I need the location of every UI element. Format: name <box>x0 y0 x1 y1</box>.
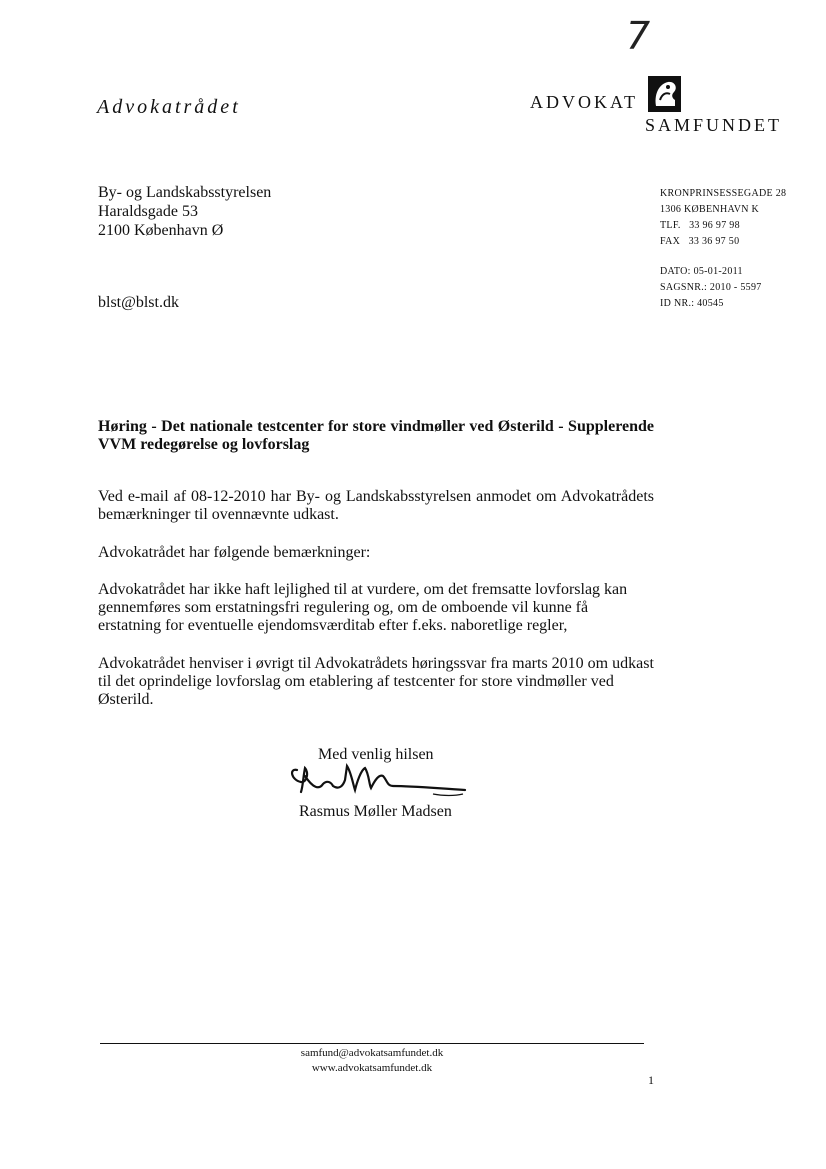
logo-text-bottom: SAMFUNDET <box>645 115 783 135</box>
closing: Med venlig hilsen <box>318 746 434 763</box>
fax-number: 33 36 97 50 <box>688 236 740 247</box>
recipient-email: blst@blst.dk <box>98 294 179 311</box>
footer-website[interactable]: www.advokatsamfundet.dk <box>311 1062 433 1074</box>
meta-id-number: ID NR.: 40545 <box>660 298 724 309</box>
footer-email[interactable]: samfund@advokatsamfundet.dk <box>300 1047 444 1059</box>
recipient-name: By- og Landskabsstyrelsen <box>98 184 272 201</box>
paragraph-2: Advokatrådet har følgende bemærkninger: <box>98 544 371 561</box>
signer-name: Rasmus Møller Madsen <box>299 803 452 820</box>
sender-street: KRONPRINSESSEGADE 28 <box>660 188 787 199</box>
sender-address <box>660 186 786 250</box>
paragraph-4: Advokatrådet henviser i øvrigt til Advokatrådets høringssvar fra marts 2010 om udkast til det oprindelige lovforslag om etablering af testcenter for store vindmøller ved Østerild. <box>98 655 654 708</box>
handwritten-page-number: 7 <box>626 14 651 58</box>
recipient-city: 2100 København Ø <box>98 222 224 239</box>
sender-city: 1306 KØBENHAVN K <box>660 204 760 215</box>
footer <box>100 1046 644 1076</box>
paragraph-1: Ved e-mail af 08-12-2010 har By- og Landskabsstyrelsen anmodet om Advokatrådets bemærkninger til ovennævnte udkast. <box>98 488 654 523</box>
recipient-address <box>98 183 271 240</box>
logo-text-top: ADVOKAT <box>530 92 638 112</box>
logo-emblem-icon <box>648 76 681 112</box>
sender-fax <box>660 234 786 250</box>
fax-label: FAX <box>660 236 681 247</box>
paragraph-3: Advokatrådet har ikke haft lejlighed til at vurdere, om det fremsatte lovforslag kan gennemføres som erstatningsfri regulering og, om de omboende vil kunne få erstatning for eventuelle ejendomsværditab efter f.eks. naboretlige regler, <box>98 581 628 634</box>
page-number: 1 <box>648 1073 654 1087</box>
recipient-street: Haraldsgade 53 <box>98 203 198 220</box>
council-name: Advokatrådet <box>97 96 241 118</box>
meta-case-number: SAGSNR.: 2010 - 5597 <box>660 282 762 293</box>
phone-number: 33 96 97 98 <box>689 220 740 231</box>
letter-subject: Høring - Det nationale testcenter for store vindmøller ved Østerild - Supplerende VVM redegørelse og lovforslag <box>98 418 654 453</box>
footer-divider <box>100 1043 644 1044</box>
letter-meta <box>660 264 762 312</box>
sender-phone <box>660 218 786 234</box>
meta-date: DATO: 05-01-2011 <box>660 266 743 277</box>
phone-label: TLF. <box>660 220 681 231</box>
